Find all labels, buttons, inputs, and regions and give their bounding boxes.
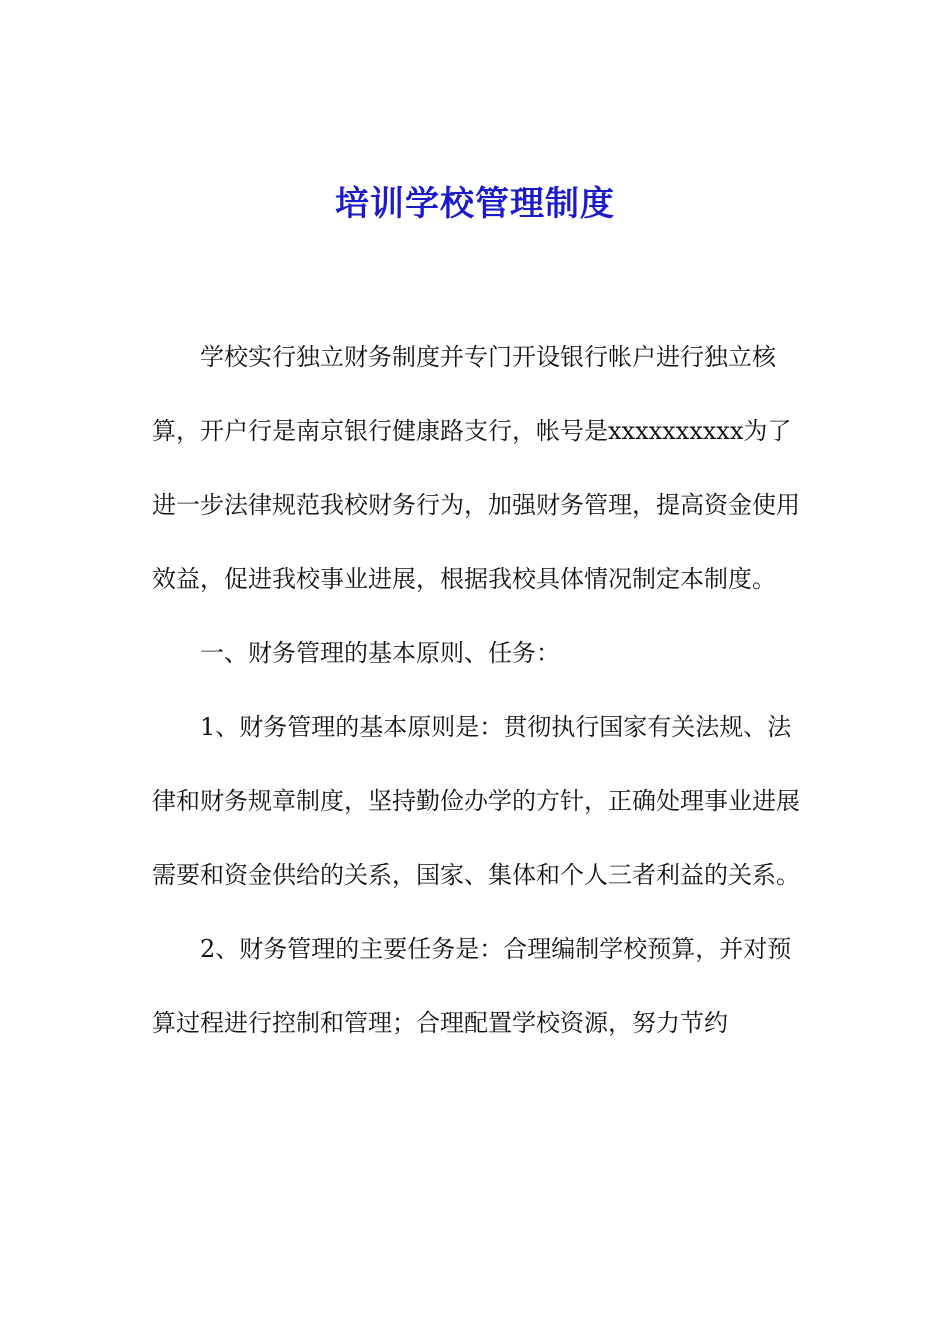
paragraph-intro: 学校实行独立财务制度并专门开设银行帐户进行独立核算，开户行是南京银行健康路支行，帐号是xxxxxxxxxx为了进一步法律规范我校财务行为，加强财务管理，提高资金使用效益，促进我校事业进展，根据我校具体情况制定本制度。 (152, 343, 800, 593)
document-body (152, 320, 812, 1060)
document-title: 培训学校管理制度 (335, 184, 615, 224)
paragraph-section-heading: 一、财务管理的基本原则、任务： (200, 639, 560, 667)
paragraph-principles: 1、财务管理的基本原则是：贯彻执行国家有关法规、法律和财务规章制度，坚持勤俭办学的方针，正确处理事业进展需要和资金供给的关系，国家、集体和个人三者利益的关系。 (152, 713, 800, 889)
paragraph-tasks: 2、财务管理的主要任务是：合理编制学校预算，并对预算过程进行控制和管理；合理配置学校资源，努力节约 (152, 935, 792, 1037)
